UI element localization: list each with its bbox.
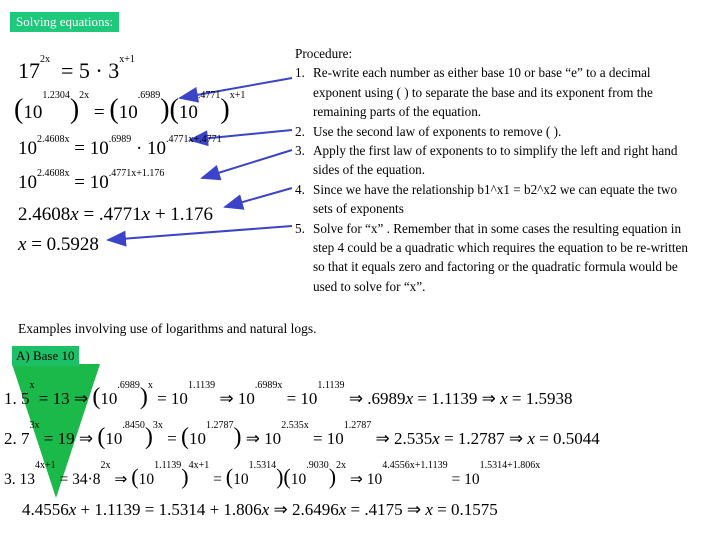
example-3-continued: 4.4556x + 1.1139 = 1.5314 + 1.806x ⇒ 2.6496x = .4175 ⇒ x = 0.1575 xyxy=(22,500,498,519)
arrow-step5 xyxy=(108,226,292,240)
procedure-item-3: 3. Apply the first law of exponents to to simplify the left and right hand sides of the equation. xyxy=(295,143,678,178)
page-title: Solving equations: xyxy=(10,12,119,32)
examples-heading: Examples involving use of logarithms and natural logs. xyxy=(18,321,317,336)
procedure-heading: Procedure: xyxy=(295,46,353,61)
procedure-item-1: 1. Re-write each number as either base 10 or base “e” to a decimal exponent using ( ) to separate the base and its exponent from the remaining parts of the equation. xyxy=(295,65,653,120)
equation-step-4: 2.4608x = .4771x + 1.176 xyxy=(18,204,214,225)
procedure-item-2: 2. Use the second law of exponents to remove ( ). xyxy=(295,123,562,139)
equation-step-0: $17^{2x} = 5 \cdot 3^{x+1}$ xyxy=(18,54,135,83)
example-1: 1. $5^x = 13$ ⇒ $(10^{.6989})^x = 10^{1.1139}$ ⇒ $10^{.6989x} = 10^{1.1139}$ ⇒ .6989x = 1.1139 ⇒ x = 1.5938 xyxy=(4,380,573,410)
arrow-step4 xyxy=(225,188,292,207)
example-2: 2. $7^{3x} = 19$ ⇒ $(10^{.8450})^{3x} = (10^{1.2787})$ ⇒ $10^{2.535x} = 10^{1.2787}$ ⇒ 2.535x = 1.2787 ⇒ x = 0.5044 xyxy=(4,420,600,450)
procedure-item-5: 5. Solve for “x” . Remember that in some cases the resulting equation in step 4 could be a quadratic which requires the equation to be re-written so that it equals zero and factoring or the quadratic formula would be used to solve for “x”. xyxy=(295,220,688,294)
procedure-item-4: 4. Since we have the relationship b1^x1 = b2^x2 we can equate the two sets of exponents xyxy=(295,181,678,217)
equation-step-2: $10^{2.4608x} = 10^{.6989} \cdot 10^{.4771x+.4771}$ xyxy=(18,134,222,159)
procedure-block xyxy=(295,44,695,296)
equation-step-3: $10^{2.4608x} = 10^{.4771x+1.176}$ xyxy=(18,168,165,193)
example-3: 3. $13^{4x+1} = 34\cdot 8^{2x}$ ⇒ $(10^{1.1139})^{4x+1} = (10^{1.5314})(10^{.9030})^{2x}$ ⇒ $10^{4.4556x+1.1139} = 10^{1.5314+1.806x}$ xyxy=(4,460,541,489)
equation-step-1: $(10^{1.2304})^{2x} = (10^{.6989})(10^{.4771})^{x+1}$ xyxy=(14,90,246,125)
base-label: A) Base 10 xyxy=(12,346,79,366)
equation-step-5: x = 0.5928 xyxy=(18,234,99,255)
